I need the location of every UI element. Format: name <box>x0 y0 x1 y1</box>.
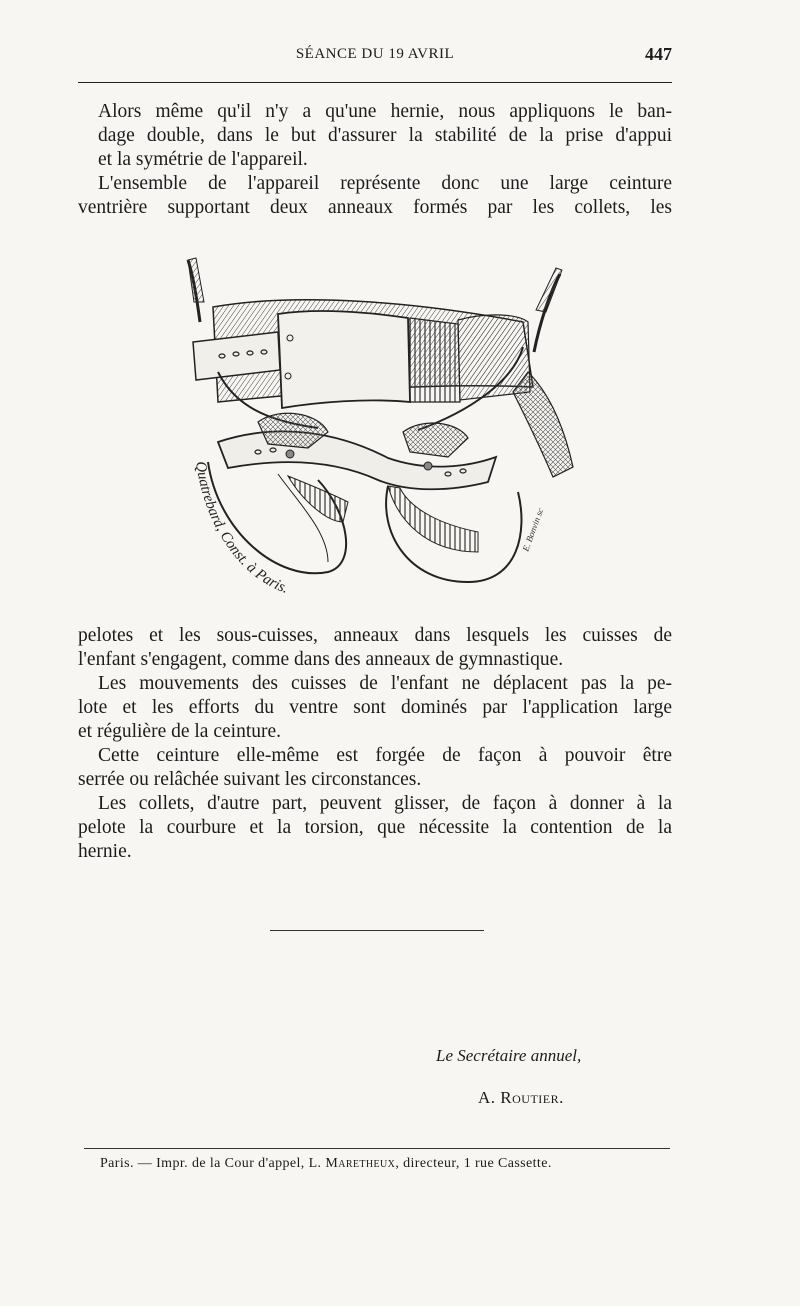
paragraph <box>78 624 672 672</box>
paragraph <box>78 100 672 172</box>
text-line: ventrière supportant deux anneaux formés par les collets, les <box>78 197 672 218</box>
text-line: dage double, dans le but d'assurer la stabilité de la prise d'appui <box>98 125 672 146</box>
text-line: et la symétrie de l'appareil. <box>98 149 308 170</box>
page-header <box>78 44 672 72</box>
running-title: SÉANCE DU 19 AVRIL <box>295 46 455 62</box>
paragraph <box>78 672 672 744</box>
imprint-printer: Maretheux <box>325 1156 396 1171</box>
paragraph <box>78 172 672 220</box>
page-number: 447 <box>645 44 672 64</box>
paragraph <box>78 744 672 792</box>
body-text-bottom <box>78 624 672 864</box>
signature-title: Le Secrétaire annuel, <box>436 1046 582 1065</box>
text-line: Cette ceinture elle-même est forgée de façon à pouvoir être <box>98 745 672 766</box>
text-line: lote et les efforts du ventre sont dominés par l'application large <box>78 697 672 718</box>
text-line: Les collets, d'autre part, peuvent glisser, de façon à donner à la <box>98 793 672 814</box>
text-line: et régulière de la ceinture. <box>78 721 282 742</box>
section-separator <box>270 930 484 931</box>
header-rule <box>78 82 672 83</box>
signature-surname: Routier. <box>500 1088 564 1107</box>
text-line: Alors même qu'il n'y a qu'une hernie, nous appliquons le ban- <box>98 101 672 122</box>
printer-imprint <box>100 1156 660 1172</box>
signature-initial: A. <box>478 1088 496 1107</box>
maker-caption <box>192 460 290 597</box>
imprint-text: Impr. de la Cour d'appel, L. <box>156 1156 322 1171</box>
double-hernia-truss-engraving <box>178 252 598 607</box>
text-line: pelote la courbure et la torsion, que nécessite la contention de la <box>78 817 672 838</box>
text-line: L'ensemble de l'appareil représente donc une large ceinture <box>98 173 672 194</box>
maker-caption-path: Quatrebard, Const. à Paris. <box>191 460 291 597</box>
text-line: serrée ou relâchée suivant les circonstances. <box>78 769 422 790</box>
text-line: l'enfant s'engagent, comme dans des anneaux de gymnastique. <box>78 649 564 670</box>
imprint-place: Paris. — <box>100 1156 153 1171</box>
text-line: Les mouvements des cuisses de l'enfant ne déplacent pas la pe- <box>98 673 672 694</box>
truss-illustration <box>178 252 598 607</box>
text-line: pelotes et les sous-cuisses, anneaux dans lesquels les cuisses de <box>78 625 672 646</box>
paragraph <box>78 792 672 864</box>
footer-rule <box>84 1148 670 1149</box>
engraver-signature: E. Bonvin sc <box>520 506 546 553</box>
text-line: hernie. <box>78 841 132 862</box>
imprint-address: , directeur, 1 rue Cassette. <box>395 1156 552 1171</box>
body-text-top <box>78 100 672 220</box>
signature-name <box>478 1088 738 1108</box>
